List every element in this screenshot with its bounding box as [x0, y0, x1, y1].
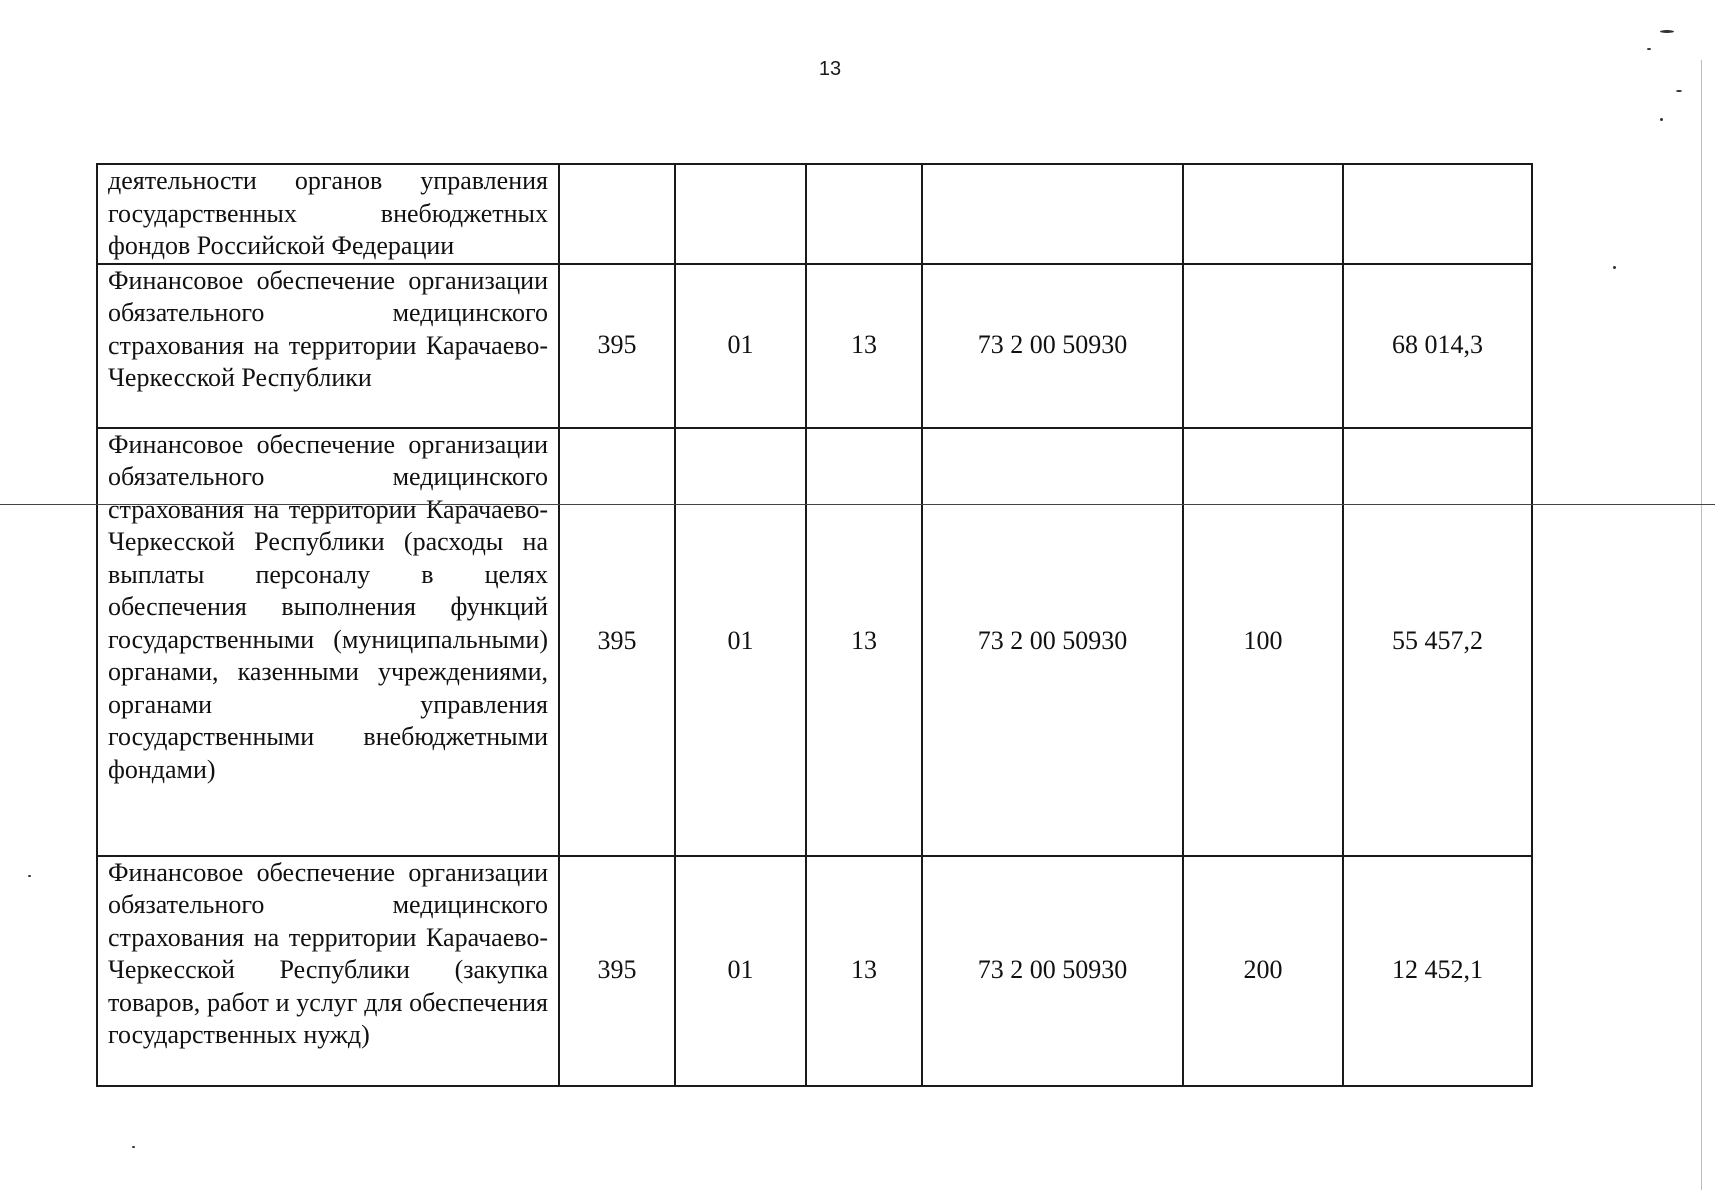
subsection-code: 13 — [806, 264, 922, 428]
ministry-code — [559, 164, 675, 264]
scan-speck — [132, 1146, 135, 1148]
ministry-code: 395 — [559, 856, 675, 1086]
budget-table — [96, 163, 1533, 1087]
amount-value — [1343, 164, 1532, 264]
scan-fold-line — [0, 504, 1715, 505]
subsection-code — [806, 164, 922, 264]
ministry-code: 395 — [559, 428, 675, 856]
target-article-code: 73 2 00 50930 — [922, 856, 1183, 1086]
section-code — [675, 164, 806, 264]
scan-edge-line — [1701, 60, 1702, 1190]
scan-speck — [1676, 90, 1682, 92]
section-code: 01 — [675, 264, 806, 428]
table-row — [97, 264, 1532, 428]
table-row — [97, 164, 1532, 264]
section-code: 01 — [675, 856, 806, 1086]
table-row — [97, 856, 1532, 1086]
expense-type-code: 200 — [1183, 856, 1343, 1086]
target-article-code: 73 2 00 50930 — [922, 264, 1183, 428]
scan-speck — [1660, 118, 1663, 121]
ministry-code: 395 — [559, 264, 675, 428]
target-article-code — [922, 164, 1183, 264]
amount-value: 68 014,3 — [1343, 264, 1532, 428]
page-number: 13 — [818, 58, 842, 80]
subsection-code: 13 — [806, 856, 922, 1086]
table-row — [97, 428, 1532, 856]
amount-value: 55 457,2 — [1343, 428, 1532, 856]
amount-value: 12 452,1 — [1343, 856, 1532, 1086]
expense-type-code — [1183, 164, 1343, 264]
scan-speck — [28, 875, 31, 877]
row-description: Финансовое обеспечение организации обязательного медицинского страхования на территории Карачаево-Черкесской Республики — [97, 264, 559, 428]
expense-type-code — [1183, 264, 1343, 428]
scan-speck — [1660, 30, 1674, 33]
row-description: Финансовое обеспечение организации обязательного медицинского страхования на территории Карачаево-Черкесской Республики (закупка товаров, работ и услуг для обеспечения государственных нужд) — [97, 856, 559, 1086]
target-article-code: 73 2 00 50930 — [922, 428, 1183, 856]
scan-speck — [1647, 48, 1651, 50]
expense-type-code: 100 — [1183, 428, 1343, 856]
row-description: Финансовое обеспечение организации обязательного медицинского страхования на территории Карачаево-Черкесской Республики (расходы на выплаты персоналу в целях обеспечения выполнения функций государственными (муниципальными) органами, казенными учреждениями, органами управления государственными внебюджетными фондами) — [97, 428, 559, 856]
scan-speck — [1613, 266, 1616, 269]
section-code: 01 — [675, 428, 806, 856]
row-description: деятельности органов управления государственных внебюджетных фондов Российской Федерации — [97, 164, 559, 264]
subsection-code: 13 — [806, 428, 922, 856]
